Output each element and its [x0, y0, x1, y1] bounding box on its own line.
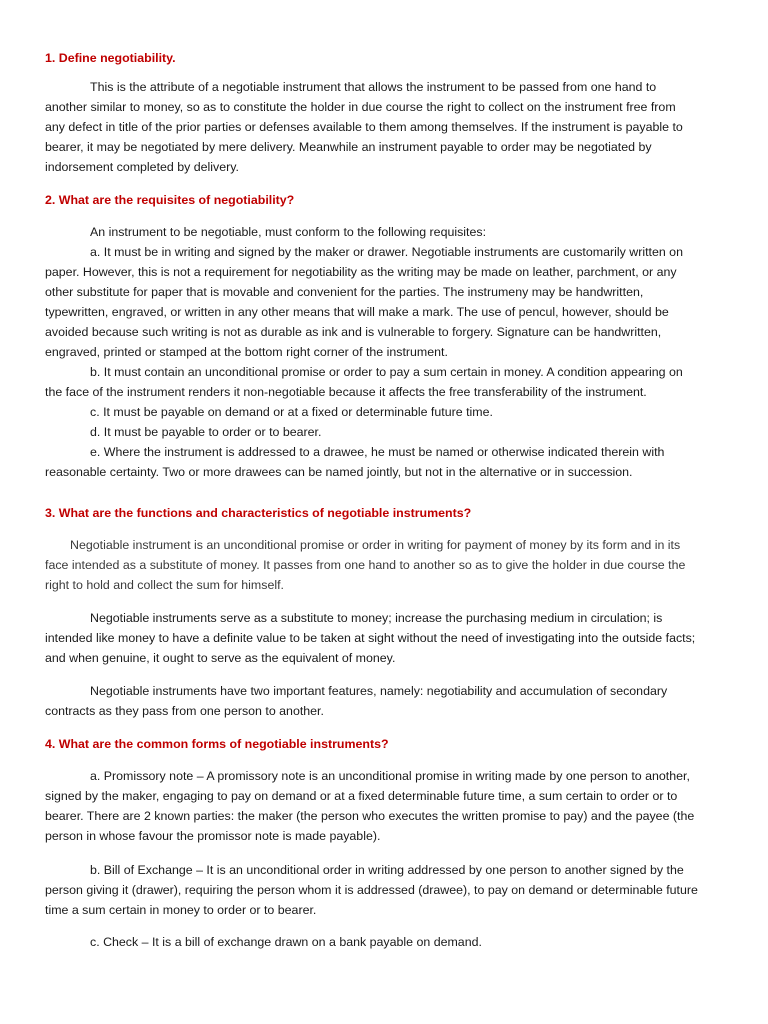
paragraph-line: b. Bill of Exchange – It is an unconditional order in writing addressed by one person to another signed by the	[90, 863, 684, 877]
paragraph-line: c. Check – It is a bill of exchange drawn on a bank payable on demand.	[90, 935, 482, 949]
paragraph-line: Negotiable instruments serve as a substitute to money; increase the purchasing medium in circulation; is	[90, 611, 663, 625]
paragraph-line: e. Where the instrument is addressed to a drawee, he must be named or otherwise indicated therein with	[90, 445, 665, 459]
paragraph-line: bearer, it may be negotiated by mere delivery. Meanwhile an instrument payable to order may be negotiated by	[45, 140, 652, 154]
paragraph-line: contracts as they pass from one person to another.	[45, 704, 324, 718]
paragraph-line: person in whose favour the promissor note is made payable).	[45, 829, 381, 843]
paragraph-line: another similar to money, so as to constitute the holder in due course the right to collect on the instrument free from	[45, 100, 676, 114]
section-heading: 2. What are the requisites of negotiability?	[45, 193, 295, 207]
section-heading: 1. Define negotiability.	[45, 51, 176, 65]
paragraph-line: b. It must contain an unconditional promise or order to pay a sum certain in money. A condition appearing on	[90, 365, 683, 379]
paragraph-line: engraved, printed or stamped at the bottom right corner of the instrument.	[45, 345, 448, 359]
paragraph-line: paper. However, this is not a requirement for negotiability as the writing may be made on leather, parchment, or any	[45, 265, 677, 279]
paragraph-line: any defect in title of the prior parties or defenses available to them among themselves. If the instrument is payable to	[45, 120, 683, 134]
paragraph-line: bearer. There are 2 known parties: the maker (the person who executes the written promise to pay) and the payee (the	[45, 809, 695, 823]
paragraph-line: avoided because such writing is not as durable as ink and is vulnerable to forgery. Signature can be handwritten,	[45, 325, 662, 339]
paragraph-line: intended like money to have a definite value to be taken at sight without the need of investigating into the outside facts;	[45, 631, 696, 645]
paragraph-line: indorsement completed by delivery.	[45, 160, 239, 174]
section-heading: 4. What are the common forms of negotiable instruments?	[45, 737, 389, 751]
paragraph-line: and when genuine, it ought to serve as the equivalent of money.	[45, 651, 396, 665]
paragraph-line: This is the attribute of a negotiable instrument that allows the instrument to be passed from one hand to	[90, 80, 657, 94]
paragraph-line: An instrument to be negotiable, must conform to the following requisites:	[90, 225, 487, 239]
paragraph-line: a. Promissory note – A promissory note is an unconditional promise in writing made by one person to another,	[90, 769, 690, 783]
paragraph-line: the face of the instrument renders it non-negotiable because it affects the free transferability of the instrument.	[45, 385, 647, 399]
paragraph-line: time a sum certain in money to order or to bearer.	[45, 903, 317, 917]
section-heading: 3. What are the functions and characteristics of negotiable instruments?	[45, 506, 472, 520]
paragraph-line: signed by the maker, engaging to pay on demand or at a fixed determinable future time, a sum certain to order or to	[45, 789, 678, 803]
paragraph-line: a. It must be in writing and signed by the maker or drawer. Negotiable instruments are customarily written on	[90, 245, 683, 259]
paragraph-line: typewritten, engraved, or written in any other means that will make a mark. The use of pencul, however, should be	[45, 305, 669, 319]
paragraph-line: Negotiable instruments have two important features, namely: negotiability and accumulation of secondary	[90, 684, 668, 698]
paragraph-line: right to hold and collect the sum for himself.	[45, 578, 284, 592]
paragraph-line: d. It must be payable to order or to bearer.	[90, 425, 322, 439]
paragraph-line: face intended as a substitute of money. It passes from one hand to another so as to give the holder in due course the	[45, 558, 686, 572]
paragraph-line: c. It must be payable on demand or at a fixed or determinable future time.	[90, 405, 493, 419]
paragraph-line: person giving it (drawer), requiring the person whom it is addressed (drawee), to pay on demand or determinable future	[45, 883, 698, 897]
paragraph-line: other substitute for paper that is movable and convenient for the parties. The instrumeny may be handwritten,	[45, 285, 644, 299]
paragraph-line: reasonable certainty. Two or more drawees can be named jointly, but not in the alternative or in succession.	[45, 465, 633, 479]
paragraph-line: Negotiable instrument is an unconditional promise or order in writing for payment of money by its form and in its	[70, 538, 681, 552]
